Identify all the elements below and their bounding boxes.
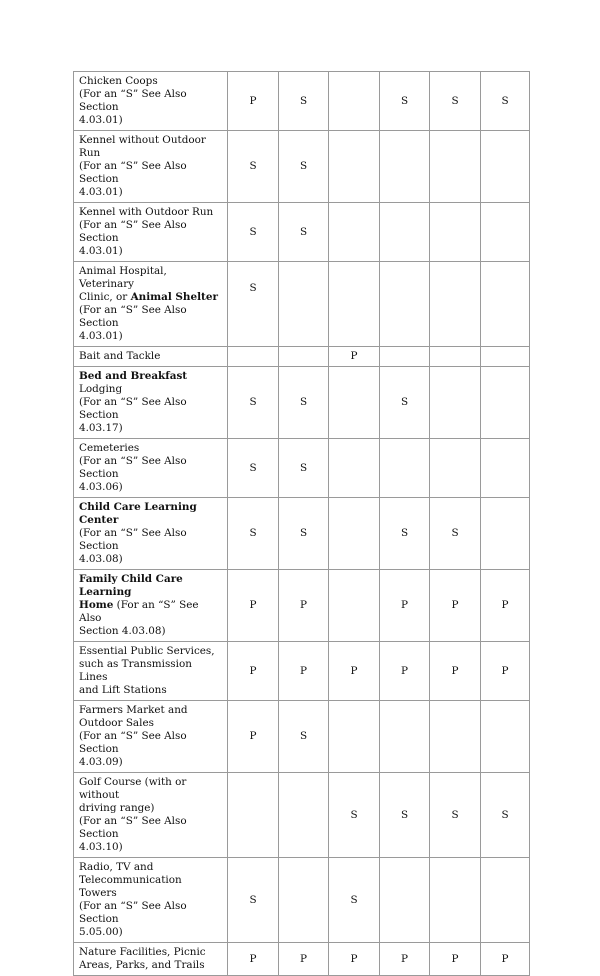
- desc-line: (For an “S” See Also Section: [79, 455, 187, 480]
- desc-line: (For an “S” See Also Section: [79, 396, 187, 421]
- permit-cell: [481, 367, 530, 439]
- use-description: [74, 570, 228, 642]
- permit-cell: P: [279, 943, 329, 976]
- permit-cell: [380, 439, 430, 498]
- permit-cell: [481, 347, 530, 367]
- permit-cell: S: [228, 498, 279, 570]
- desc-line: 4.03.09): [79, 756, 123, 768]
- desc-line: Animal Hospital, Veterinary: [79, 265, 167, 290]
- desc-line: 4.03.17): [79, 422, 123, 434]
- desc-line: Telecommunication Towers: [79, 874, 182, 899]
- permit-cell: P: [481, 642, 530, 701]
- use-description: [74, 498, 228, 570]
- permit-cell: [380, 203, 430, 262]
- permit-cell: P: [430, 642, 481, 701]
- table-row: [74, 72, 530, 131]
- permit-cell: [430, 347, 481, 367]
- permit-cell: S: [430, 72, 481, 131]
- use-description: [74, 72, 228, 131]
- use-description: [74, 943, 228, 976]
- permit-cell: P: [329, 943, 380, 976]
- permit-cell: P: [228, 570, 279, 642]
- table-row: [74, 131, 530, 203]
- permit-cell: S: [228, 203, 279, 262]
- permit-cell: [481, 203, 530, 262]
- table-row: [74, 642, 530, 701]
- permit-cell: [481, 262, 530, 347]
- permit-cell: P: [228, 72, 279, 131]
- permit-cell: [329, 131, 380, 203]
- permit-cell: S: [279, 439, 329, 498]
- permit-cell: P: [279, 570, 329, 642]
- permit-cell: [380, 858, 430, 943]
- desc-line: 4.03.10): [79, 841, 123, 853]
- table-row: [74, 439, 530, 498]
- land-use-table: [73, 71, 530, 976]
- desc-bold-term: Home: [79, 599, 114, 611]
- permit-cell: [329, 570, 380, 642]
- permit-cell: P: [481, 943, 530, 976]
- permit-cell: S: [380, 773, 430, 858]
- desc-line: Nature Facilities, Picnic: [79, 946, 206, 958]
- desc-line: (For an “S” See Also Section: [79, 730, 187, 755]
- desc-line: (For an “S” See Also Section: [79, 219, 187, 244]
- permit-cell: S: [228, 439, 279, 498]
- permit-cell: [279, 773, 329, 858]
- desc-line: Areas, Parks, and Trails: [79, 959, 205, 971]
- desc-line: (For an “S” See Also Section: [79, 88, 187, 113]
- permit-cell: [430, 858, 481, 943]
- desc-line: (For an “S” See Also Section: [79, 527, 187, 552]
- desc-line: Kennel with Outdoor Run: [79, 206, 214, 218]
- permit-cell: [329, 701, 380, 773]
- permit-cell: [329, 203, 380, 262]
- table-row: [74, 347, 530, 367]
- permit-cell: S: [430, 498, 481, 570]
- permit-cell: [430, 367, 481, 439]
- permit-cell: [279, 347, 329, 367]
- use-description: [74, 203, 228, 262]
- permit-cell: P: [228, 701, 279, 773]
- permit-cell: [481, 701, 530, 773]
- use-description: [74, 858, 228, 943]
- permit-cell: [380, 701, 430, 773]
- desc-line: 5.05.00): [79, 926, 123, 938]
- desc-line: Lodging: [79, 383, 123, 395]
- use-description: [74, 642, 228, 701]
- desc-line: driving range): [79, 802, 155, 814]
- desc-line: 4.03.01): [79, 114, 123, 126]
- desc-line: such as Transmission Lines: [79, 658, 192, 683]
- permit-cell: P: [228, 642, 279, 701]
- permit-cell: [430, 262, 481, 347]
- permit-cell: S: [329, 773, 380, 858]
- permit-cell: S: [279, 498, 329, 570]
- permit-cell: [329, 72, 380, 131]
- use-description: [74, 439, 228, 498]
- desc-line: 4.03.01): [79, 330, 123, 342]
- desc-line: and Lift Stations: [79, 684, 167, 696]
- permit-cell: P: [380, 642, 430, 701]
- permit-cell: [430, 701, 481, 773]
- permit-cell: P: [481, 570, 530, 642]
- permit-cell: [279, 262, 329, 347]
- use-description: [74, 701, 228, 773]
- desc-line: (For an “S” See Also Section: [79, 900, 187, 925]
- desc-line: (For an “S” See Also Section: [79, 815, 187, 840]
- table-row: [74, 262, 530, 347]
- permit-cell: S: [279, 72, 329, 131]
- use-description: [74, 367, 228, 439]
- permit-cell: [481, 131, 530, 203]
- desc-line: 4.03.08): [79, 553, 123, 565]
- permit-cell: S: [279, 203, 329, 262]
- permit-cell: P: [329, 642, 380, 701]
- table-row: [74, 570, 530, 642]
- desc-line: (For an “S” See Also Section: [79, 160, 187, 185]
- table-row: [74, 943, 530, 976]
- permit-cell: P: [279, 642, 329, 701]
- permit-cell: S: [228, 367, 279, 439]
- desc-line: (For an “S” See Also: [79, 599, 199, 624]
- use-description: [74, 773, 228, 858]
- permit-cell: S: [279, 367, 329, 439]
- permit-cell: P: [430, 943, 481, 976]
- desc-line: Clinic, or: [79, 291, 131, 303]
- permit-cell: S: [279, 701, 329, 773]
- permit-cell: P: [430, 570, 481, 642]
- permit-cell: S: [380, 367, 430, 439]
- permit-cell: S: [380, 498, 430, 570]
- desc-line: Essential Public Services,: [79, 645, 215, 657]
- desc-line: Section 4.03.08): [79, 625, 166, 637]
- permit-cell: [329, 439, 380, 498]
- desc-line: Golf Course (with or without: [79, 776, 187, 801]
- permit-cell: P: [380, 570, 430, 642]
- table-row: [74, 858, 530, 943]
- permit-cell: [329, 498, 380, 570]
- permit-cell: S: [430, 773, 481, 858]
- use-description: [74, 262, 228, 347]
- permit-cell: S: [228, 131, 279, 203]
- permit-cell: [380, 131, 430, 203]
- permit-cell: [329, 262, 380, 347]
- permit-cell: S: [481, 773, 530, 858]
- permit-cell: S: [329, 858, 380, 943]
- table-row: [74, 498, 530, 570]
- desc-line: Kennel without Outdoor Run: [79, 134, 206, 159]
- permit-cell: [228, 773, 279, 858]
- permit-cell: S: [228, 858, 279, 943]
- desc-line: 4.03.06): [79, 481, 123, 493]
- permit-cell: [481, 858, 530, 943]
- desc-line: Bait and Tackle: [79, 350, 161, 362]
- desc-line: Chicken Coops: [79, 75, 158, 87]
- permit-cell: P: [329, 347, 380, 367]
- permit-cell: P: [380, 943, 430, 976]
- use-description: [74, 347, 228, 367]
- desc-bold-term: Bed and Breakfast: [79, 370, 188, 382]
- desc-bold-term: Animal Shelter: [130, 291, 218, 303]
- desc-line: 4.03.01): [79, 245, 123, 257]
- use-description: [74, 131, 228, 203]
- permit-cell: [279, 858, 329, 943]
- permit-cell: [481, 439, 530, 498]
- permit-cell: [430, 439, 481, 498]
- table-row: [74, 701, 530, 773]
- desc-line: (For an “S” See Also Section: [79, 304, 187, 329]
- permit-cell: [380, 347, 430, 367]
- permit-cell: [380, 262, 430, 347]
- desc-line: Radio, TV and: [79, 861, 154, 873]
- desc-bold-term: Child Care Learning Center: [79, 501, 197, 526]
- desc-line: Farmers Market and: [79, 704, 188, 716]
- desc-bold-term: Family Child Care Learning: [79, 573, 183, 598]
- permit-cell: S: [380, 72, 430, 131]
- permit-cell: S: [279, 131, 329, 203]
- table-row: [74, 203, 530, 262]
- desc-line: Cemeteries: [79, 442, 140, 454]
- desc-line: Outdoor Sales: [79, 717, 154, 729]
- permit-cell: [481, 498, 530, 570]
- permit-cell: [329, 367, 380, 439]
- permit-cell: [430, 203, 481, 262]
- permit-cell: S: [228, 262, 279, 347]
- table-row: [74, 367, 530, 439]
- permit-cell: S: [481, 72, 530, 131]
- table-row: [74, 773, 530, 858]
- permit-cell: [430, 131, 481, 203]
- desc-line: 4.03.01): [79, 186, 123, 198]
- permit-cell: [228, 347, 279, 367]
- permit-cell: P: [228, 943, 279, 976]
